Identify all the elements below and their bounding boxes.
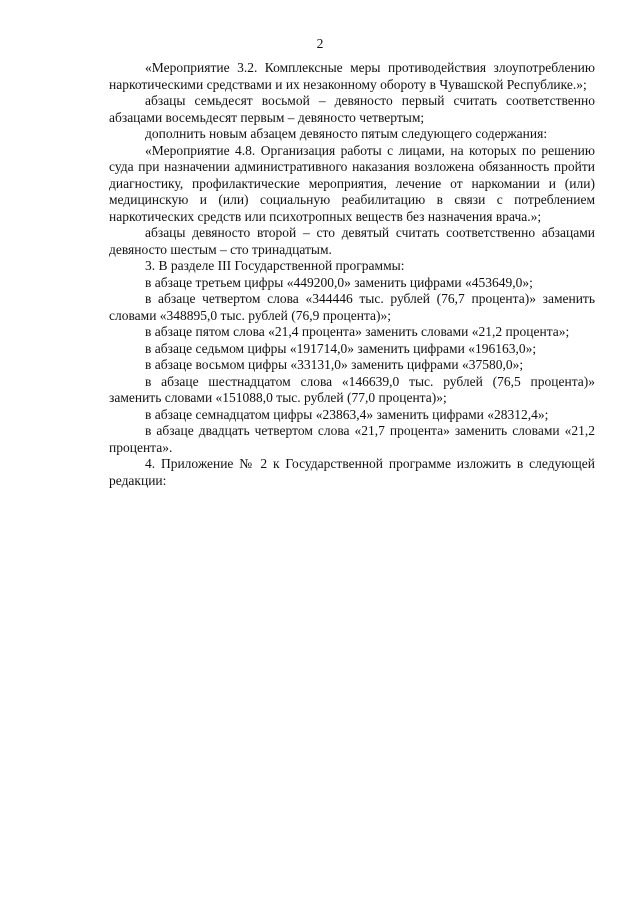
paragraph: в абзаце восьмом цифры «33131,0» заменить цифрами «37580,0»; bbox=[145, 357, 524, 372]
paragraph: в абзаце третьем цифры «449200,0» заменить цифрами «453649,0»; bbox=[145, 274, 533, 290]
paragraph: 4. Приложение № 2 к Государственной программе изложить в следующей редакции: bbox=[109, 456, 595, 488]
paragraph: дополнить новым абзацем девяносто пятым следующего содержания: bbox=[145, 126, 548, 141]
paragraph: абзацы семьдесят восьмой – девяносто первый считать соответственно абзацами восемьдесят первым – девяносто четвертым; bbox=[109, 93, 595, 125]
paragraph: в абзаце шестнадцатом слова «146639,0 тыс. рублей (76,5 процента)» заменить словами «151088,0 тыс. рублей (77,0 процента)»; bbox=[109, 373, 595, 405]
page-number: 2 bbox=[316, 36, 324, 51]
paragraph: 3. В разделе III Государственной программы: bbox=[145, 258, 405, 273]
paragraph: в абзаце пятом слова «21,4 процента» заменить словами «21,2 процента»; bbox=[145, 324, 570, 339]
paragraph: в абзаце седьмом цифры «191714,0» заменить цифрами «196163,0»; bbox=[145, 340, 537, 356]
paragraph: в абзаце семнадцатом цифры «23863,4» заменить цифрами «28312,4»; bbox=[145, 406, 549, 422]
paragraph: в абзаце двадцать четвертом слова «21,7 процента» заменить словами «21,2 процента». bbox=[109, 423, 595, 455]
paragraph: в абзаце четвертом слова «344446 тыс. рублей (76,7 процента)» заменить словами «348895,0 тыс. рублей (76,9 процента)»; bbox=[109, 291, 595, 323]
document-body bbox=[109, 60, 595, 489]
paragraph: «Мероприятие 4.8. Организация работы с лицами, на которых по решению суда при назначении административного наказания возложена обязанность пройти диагностику, профилактические мероприятия, лечение от наркомании и (или) медицинскую и (или) социальную реабилитацию в связи с потреблением наркотических средств или психотропных веществ без назначения врача.»; bbox=[109, 142, 595, 224]
paragraph: «Мероприятие 3.2. Комплексные меры противодействия злоупотреблению наркотическими средствами и их незаконному обороту в Чувашской Республике.»; bbox=[109, 60, 595, 92]
paragraph: абзацы девяносто второй – сто девятый считать соответственно абзацами девяносто шестым – сто тринадцатым. bbox=[109, 225, 595, 257]
